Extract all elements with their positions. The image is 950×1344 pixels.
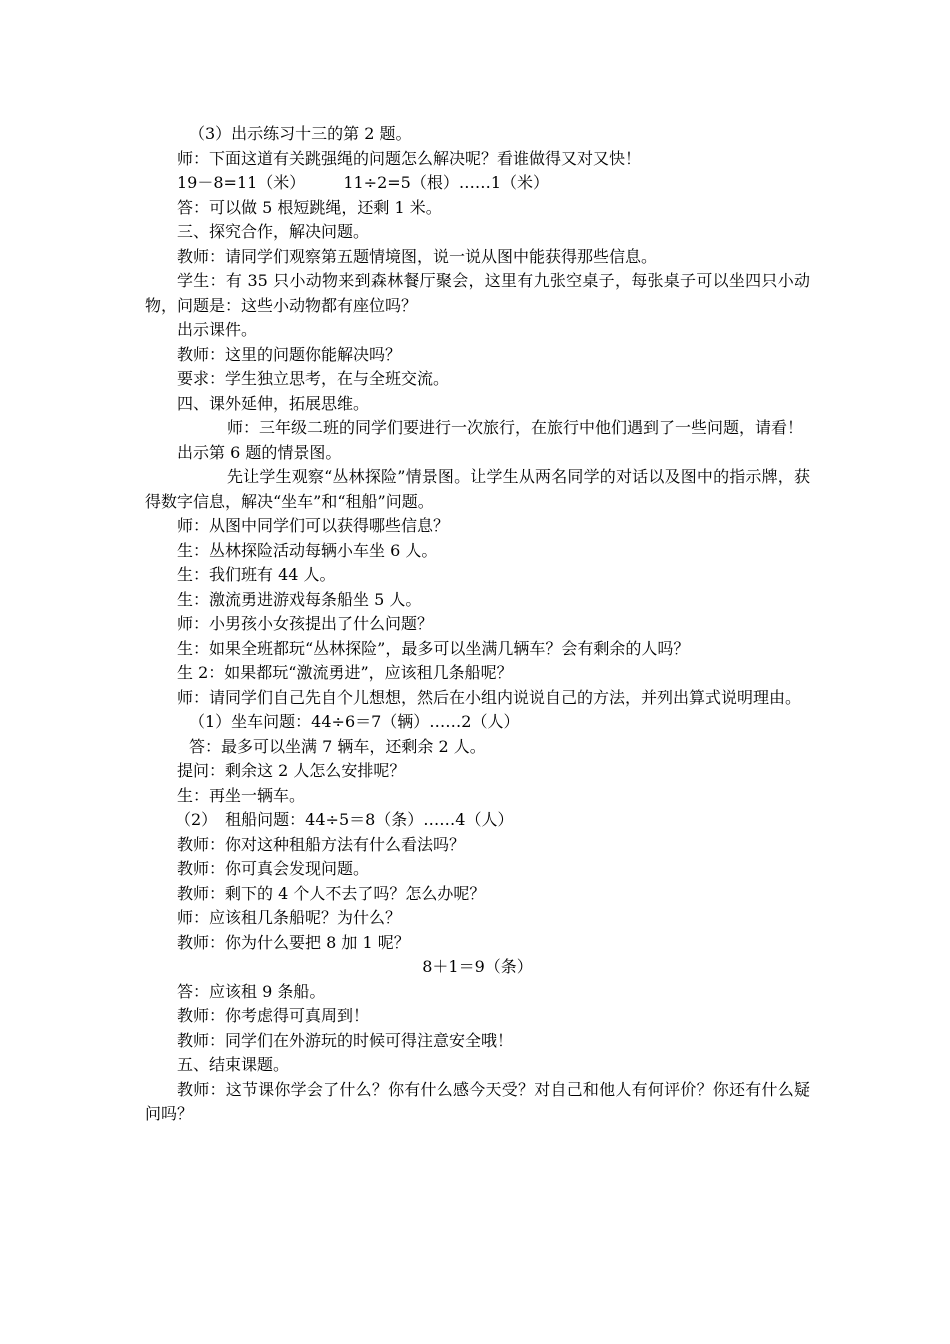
document-page	[145, 122, 810, 1127]
paragraph: 要求：学生独立思考，在与全班交流。	[177, 369, 450, 388]
paragraph: 出示第 6 题的情景图。	[177, 442, 342, 462]
section-heading: 四、课外延伸，拓展思维。	[177, 393, 370, 413]
paragraph: 师：请同学们自己先自个儿想想，然后在小组内说说自己的方法，并列出算式说明理由。	[177, 687, 802, 707]
paragraph: 教师：剩下的 4 个人不去了吗？怎么办呢？	[177, 883, 486, 903]
paragraph: 学生：有 35 只小动物来到森林餐厅聚会，这里有九张空桌子，每张桌子可以坐四只小动物，问题是：这些小动物都有座位吗？	[145, 271, 810, 315]
equation: 11÷2=5（根）……1（米）	[343, 173, 550, 192]
paragraph: （1）坐车问题：44÷6＝7（辆）……2（人）	[189, 712, 520, 731]
paragraph: 提问：剩余这 2 人怎么安排呢？	[177, 761, 406, 780]
paragraph: 生：如果全班都玩“丛林探险”，最多可以坐满几辆车？会有剩余的人吗？	[177, 638, 690, 658]
paragraph: 出示课件。	[177, 320, 258, 339]
paragraph: 教师：这节课你学会了什么？你有什么感今天受？对自己和他人有何评价？你还有什么疑问吗？	[145, 1079, 810, 1123]
paragraph: 生 2：如果都玩“激流勇进”，应该租几条船呢？	[177, 663, 513, 682]
paragraph: 师：小男孩小女孩提出了什么问题？	[177, 614, 434, 633]
paragraph: 师：下面这道有关跳强绳的问题怎么解决呢？看谁做得又对又快！	[177, 148, 642, 168]
paragraph	[145, 171, 810, 196]
paragraph: 教师：你考虑得可真周到！	[177, 1006, 370, 1025]
paragraph: 师：应该租几条船呢？为什么？	[177, 908, 402, 927]
paragraph: 生：丛林探险活动每辆小车坐 6 人。	[177, 540, 438, 560]
paragraph: 教师：你对这种租船方法有什么看法吗？	[177, 834, 466, 854]
paragraph: 先让学生观察“丛林探险”情景图。让学生从两名同学的对话以及图中的指示牌，获得数字信息，解决“坐车”和“租船”问题。	[145, 467, 810, 511]
paragraph: 教师：这里的问题你能解决吗？	[177, 344, 402, 364]
paragraph: 师：三年级二班的同学们要进行一次旅行，在旅行中他们遇到了一些问题，请看！	[227, 418, 804, 437]
paragraph: 教师：你可真会发现问题。	[177, 859, 370, 878]
paragraph: 生：我们班有 44 人。	[177, 565, 336, 584]
section-heading: 三、探究合作，解决问题。	[177, 222, 370, 241]
equation: 8＋1＝9（条）	[422, 957, 533, 976]
paragraph: 答：可以做 5 根短跳绳，还剩 1 米。	[177, 197, 442, 217]
paragraph: （2） 租船问题：44÷5＝8（条）……4（人）	[175, 810, 514, 829]
equation: 19－8=11（米）	[177, 173, 306, 192]
paragraph: （3）出示练习十三的第 2 题。	[189, 124, 412, 143]
paragraph: 教师：请同学们观察第五题情境图，说一说从图中能获得那些信息。	[177, 246, 658, 266]
paragraph: 答：最多可以坐满 7 辆车，还剩余 2 人。	[189, 736, 486, 756]
paragraph: 生：激流勇进游戏每条船坐 5 人。	[177, 589, 422, 609]
paragraph: 教师：同学们在外游玩的时候可得注意安全哦！	[177, 1030, 514, 1050]
paragraph: 生：再坐一辆车。	[177, 785, 306, 805]
section-heading: 五、结束课题。	[177, 1055, 290, 1074]
paragraph: 教师：你为什么要把 8 加 1 呢？	[177, 932, 410, 952]
paragraph: 师：从图中同学们可以获得哪些信息？	[177, 516, 450, 535]
paragraph: 答：应该租 9 条船。	[177, 981, 326, 1001]
